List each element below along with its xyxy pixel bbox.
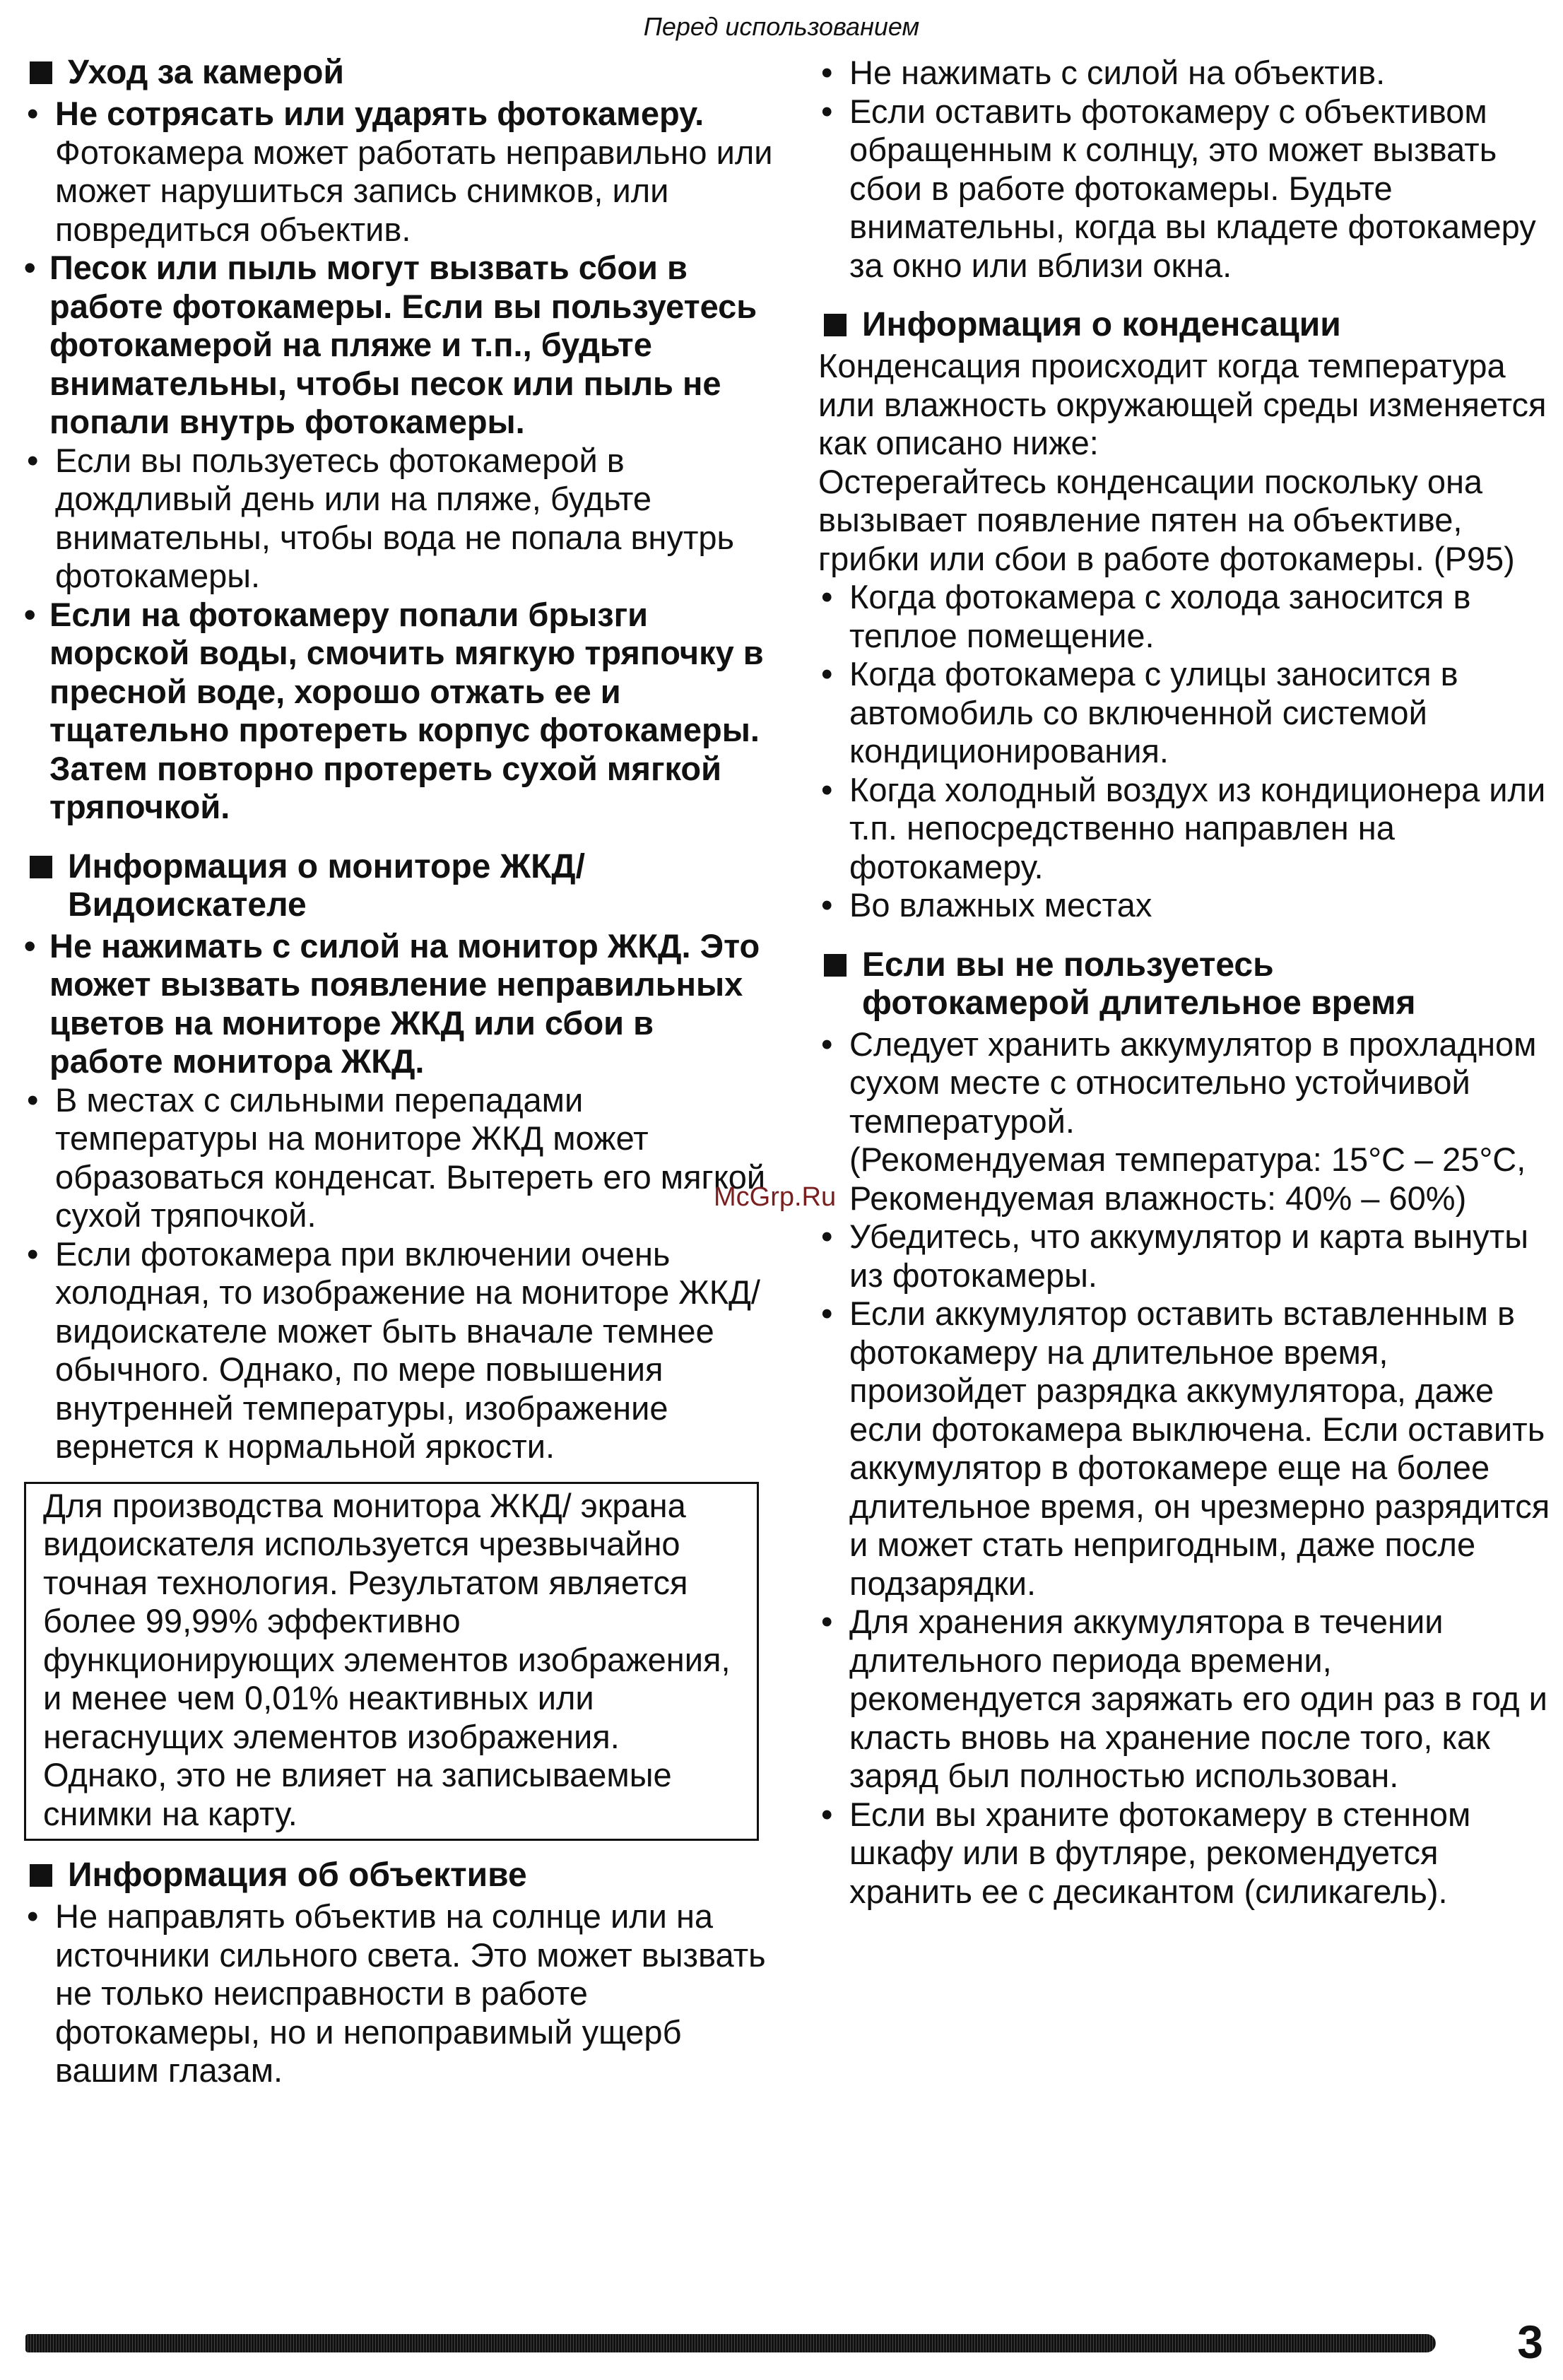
lens-section bbox=[24, 1856, 773, 2090]
right-column bbox=[818, 54, 1553, 1911]
item-text: Для хранения аккумулятора в течении длительного периода времени, рекомендуется заряжать его один раз в год и класть вновь на хранение после того, как заряд был полностью использован. bbox=[849, 1603, 1547, 1794]
bullet-icon: • bbox=[24, 595, 36, 633]
bullet-icon: • bbox=[821, 1025, 833, 1063]
bullet-icon: • bbox=[821, 578, 833, 615]
lcd-notice-box: Для производства монитора ЖКД/ экрана видоискателя используется чрезвычайно точная технология. Результатом является более 99,99% эффективно функционирующих элементов изображения, и менее чем 0,01% неактивных или негаснущих элементов изображения. Однако, это не влияет на записываемые снимки на карту. bbox=[24, 1482, 759, 1842]
item-text: Не направлять объектив на солнце или на источники сильного света. Это может вызвать не только неисправности в работе фотокамеры, но и непоправимый ущерб вашим глазам. bbox=[55, 1897, 766, 2089]
care-item-2 bbox=[24, 249, 773, 442]
item-text: Если вы пользуетесь фотокамерой в дождливый день или на пляже, будьте внимательны, чтобы вода не попала внутрь фотокамеры. bbox=[55, 441, 735, 594]
care-section bbox=[24, 54, 773, 827]
bullet-icon: • bbox=[821, 1295, 833, 1332]
storage-item-5 bbox=[818, 1796, 1553, 1911]
item-text: Фотокамера может работать неправильно или может нарушиться запись снимков, или повредиться объектив. bbox=[55, 133, 773, 248]
storage-section bbox=[818, 946, 1553, 1911]
section-title-care: Уход за камерой bbox=[24, 54, 773, 92]
item-text: Не нажимать с силой на объектив. bbox=[849, 54, 1386, 91]
storage-item-1 bbox=[818, 1025, 1553, 1218]
lcd-item-1 bbox=[24, 927, 773, 1081]
bullet-icon: • bbox=[27, 95, 39, 132]
item-bold-text: Не нажимать с силой на монитор ЖКД. Это может вызвать появление неправильных цветов на мониторе ЖКД или сбои в работе монитора ЖКД. bbox=[49, 926, 760, 1080]
bullet-icon: • bbox=[821, 655, 833, 693]
bullet-icon: • bbox=[27, 1897, 39, 1935]
item-text: Во влажных местах bbox=[849, 886, 1152, 924]
item-text: Если вы храните фотокамеру в стенном шкафу или в футляре, рекомендуется хранить ее с десикантом (силикагель). bbox=[849, 1795, 1471, 1910]
running-header: Перед использованием bbox=[643, 12, 920, 41]
lens-continued-section bbox=[818, 54, 1553, 285]
section-title-lcd: Информация о мониторе ЖКД/ Видоискателе bbox=[24, 848, 773, 924]
condensation-item-1 bbox=[818, 578, 1553, 655]
care-item-3 bbox=[24, 442, 773, 596]
item-text: Когда фотокамера с холода заносится в теплое помещение. bbox=[849, 578, 1471, 654]
condensation-intro: Конденсация происходит когда температура или влажность окружающей среды изменяется как описано ниже: bbox=[818, 347, 1547, 461]
item-text: В местах с сильными перепадами температуры на мониторе ЖКД может образоваться конденсат. Вытереть его мягкой сухой тряпочкой. bbox=[55, 1080, 766, 1234]
item-text: Когда фотокамера с улицы заносится в автомобиль со включенной системой кондиционирования. bbox=[849, 655, 1458, 770]
section-square-icon bbox=[30, 61, 52, 84]
item-bold-text: Не сотрясать или ударять фотокамеру. bbox=[55, 95, 704, 132]
item-bold-text: Песок или пыль могут вызвать сбои в работе фотокамеры. Если вы пользуетесь фотокамерой на пляже и т.п., будьте внимательны, чтобы песок или пыль не попали внутрь фотокамеры. bbox=[49, 249, 757, 440]
item-text: Когда холодный воздух из кондиционера или т.п. непосредственно направлен на фотокамеру. bbox=[849, 770, 1546, 885]
section-square-icon bbox=[30, 1864, 52, 1887]
storage-recommendation: (Рекомендуемая температура: 15°C – 25°C, Рекомендуемая влажность: 40% – 60%) bbox=[849, 1141, 1526, 1217]
section-title-condensation: Информация о конденсации bbox=[818, 306, 1553, 344]
bullet-icon: • bbox=[27, 1080, 39, 1119]
item-text: Убедитесь, что аккумулятор и карта вынуты из фотокамеры. bbox=[849, 1218, 1529, 1294]
lcd-item-3 bbox=[24, 1235, 773, 1466]
page-number: 3 bbox=[1517, 2316, 1543, 2368]
care-item-4 bbox=[24, 596, 773, 827]
storage-item-3 bbox=[818, 1295, 1553, 1603]
item-text: Если фотокамера при включении очень холодная, то изображение на мониторе ЖКД/видоискателе может быть вначале темнее обычного. Однако, по мере повышения внутренней температуры, изображение вернется к нормальной яркости. bbox=[55, 1235, 760, 1465]
bullet-icon: • bbox=[821, 770, 833, 808]
bullet-icon: • bbox=[27, 1235, 39, 1273]
item-text: Если аккумулятор оставить вставленным в фотокамеру на длительное время, произойдет разрядка аккумулятора, даже если фотокамера выключена. Если оставить аккумулятор в фотокамере еще на более длительное время, он чрезмерно разрядится и может стать непригодным, даже после подзарядки. bbox=[849, 1295, 1550, 1602]
condensation-warning: Остерегайтесь конденсации поскольку она вызывает появление пятен на объективе, грибки или сбои в работе фотокамеры. (P95) bbox=[818, 462, 1515, 577]
footer-rule bbox=[25, 2334, 1436, 2352]
watermark: McGrp.Ru bbox=[714, 1182, 837, 1212]
section-square-icon bbox=[824, 954, 847, 977]
lens-item-2 bbox=[818, 54, 1553, 93]
bullet-icon: • bbox=[821, 92, 833, 130]
bullet-icon: • bbox=[24, 249, 36, 286]
bullet-icon: • bbox=[821, 1218, 833, 1255]
lens-item-3 bbox=[818, 93, 1553, 285]
bullet-icon: • bbox=[27, 441, 39, 479]
bullet-icon: • bbox=[821, 1603, 833, 1640]
item-bold-text: Если на фотокамеру попали брызги морской воды, смочить мягкую тряпочку в пресной воде, хорошо отжать ее и тщательно протереть корпус фотокамеры. Затем повторно протереть сухой мягкой тряпочкой. bbox=[49, 595, 764, 825]
condensation-item-2 bbox=[818, 655, 1553, 771]
condensation-item-4 bbox=[818, 886, 1553, 925]
item-text: Следует хранить аккумулятор в прохладном сухом месте с относительно устойчивой температурой. bbox=[849, 1025, 1537, 1140]
section-title-storage: Если вы не пользуетесь фотокамерой длительное время bbox=[818, 946, 1553, 1023]
left-column bbox=[24, 54, 773, 2090]
storage-item-2 bbox=[818, 1218, 1553, 1295]
section-title-lens: Информация об объективе bbox=[24, 1856, 773, 1895]
bullet-icon: • bbox=[24, 926, 36, 965]
condensation-item-3 bbox=[818, 771, 1553, 887]
bullet-icon: • bbox=[821, 54, 833, 91]
bullet-icon: • bbox=[821, 886, 833, 924]
condensation-section bbox=[818, 306, 1553, 925]
lcd-section bbox=[24, 848, 773, 1842]
bullet-icon: • bbox=[821, 1795, 833, 1833]
storage-item-4 bbox=[818, 1603, 1553, 1796]
lens-item-1 bbox=[24, 1897, 773, 2090]
lcd-item-2 bbox=[24, 1081, 773, 1235]
item-text: Если оставить фотокамеру с объективом обращенным к солнцу, это может вызвать сбои в работе фотокамеры. Будьте внимательны, когда вы кладете фотокамеру за окно или вблизи окна. bbox=[849, 92, 1536, 284]
section-square-icon bbox=[824, 314, 847, 336]
care-item-1 bbox=[24, 95, 773, 249]
section-square-icon bbox=[30, 856, 52, 878]
